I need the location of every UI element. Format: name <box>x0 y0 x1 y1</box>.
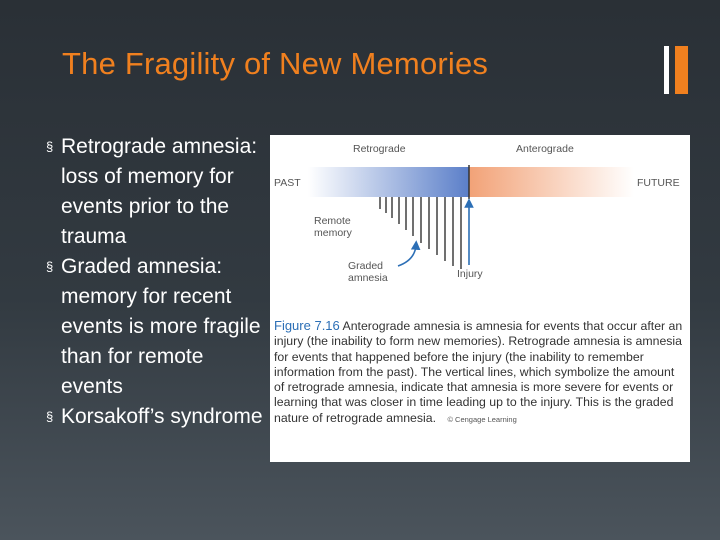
slide-title: The Fragility of New Memories <box>62 46 489 81</box>
bullet-item <box>46 402 266 432</box>
square-bullet-icon: § <box>46 259 54 274</box>
graded-amnesia-label: Graded amnesia <box>348 260 388 284</box>
past-label: PAST <box>274 177 301 189</box>
graded-amnesia-arrow <box>398 245 416 266</box>
figure-caption <box>274 318 684 427</box>
injury-label: Injury <box>457 268 483 280</box>
bullet-text: Korsakoff’s syndrome <box>61 405 263 428</box>
retrograde-bar <box>308 167 469 197</box>
bullet-text: Retrograde amnesia: loss of memory for events prior to the trauma <box>61 135 258 248</box>
anterograde-label: Anterograde <box>516 143 574 155</box>
figure-label: Figure 7.16 <box>274 318 340 333</box>
square-bullet-icon: § <box>46 139 54 154</box>
amnesia-timeline-diagram <box>270 135 690 315</box>
retrograde-label: Retrograde <box>353 143 406 155</box>
caption-text: Anterograde amnesia is amnesia for events that occur after an injury (the inability to form new memories). Retrograde amnesia is amnesia for events that happened before the injury (the inability to remember information from the past). The vertical lines, which symbolize the amount of retrograde amnesia, indicate that amnesia is more severe for events or learning that was closer in time leading up to the injury. This is the graded nature of retrograde amnesia. <box>274 319 683 425</box>
figure-credit: © Cengage Learning <box>447 414 517 424</box>
anterograde-bar <box>469 167 634 197</box>
future-label: FUTURE <box>637 177 680 189</box>
figure-panel <box>270 135 690 462</box>
square-bullet-icon: § <box>46 409 54 424</box>
title-accent-bar-thin <box>664 46 669 94</box>
bullet-item <box>46 132 266 252</box>
title-accent-bar-thick <box>675 46 688 94</box>
bullet-text: Graded amnesia: memory for recent events is more fragile than for remote events <box>61 255 261 398</box>
retrograde-severity-lines <box>380 197 461 269</box>
bullet-item <box>46 252 266 402</box>
remote-memory-label: Remote memory <box>314 215 352 239</box>
bullet-list <box>46 132 266 432</box>
